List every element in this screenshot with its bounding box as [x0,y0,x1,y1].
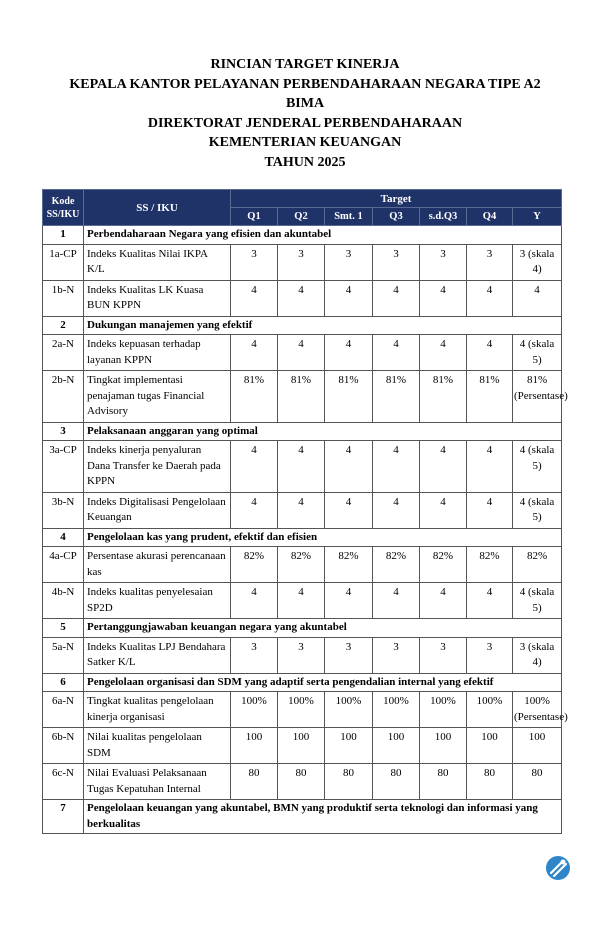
title-line: TAHUN 2025 [264,154,346,170]
target-value: 82% [513,547,562,583]
target-value: 3 (skala 4) [513,637,562,673]
target-value: 3 [467,244,513,280]
target-value: 4 (skala 5) [513,492,562,528]
title-line: KEPALA KANTOR PELAYANAN PERBENDAHARAAN NEGARA TIPE A2 [69,76,541,92]
table-row [43,637,562,673]
section-title: Perbendaharaan Negara yang efisien dan akuntabel [84,226,562,245]
target-value: 100% [278,692,325,728]
target-value: 4 [325,583,373,619]
document-title [0,55,610,173]
target-value: 81% [467,371,513,423]
section-number: 2 [43,316,84,335]
target-value: 80 [373,764,420,800]
target-value: 100 [420,728,467,764]
target-value: 4 [467,492,513,528]
section-title: Pengelolaan organisasi dan SDM yang adaptif serta pengendalian internal yang efektif [84,673,562,692]
target-value: 81% (Persentase) [513,371,562,423]
section-row [43,619,562,638]
target-value: 4 [373,492,420,528]
iku-code: 1a-CP [43,244,84,280]
header-period: Q1 [231,208,278,226]
iku-name: Indeks Kualitas LK Kuasa BUN KPPN [84,280,231,316]
target-value: 80 [467,764,513,800]
section-row [43,800,562,834]
target-value: 3 [231,244,278,280]
section-title: Pengelolaan kas yang prudent, efektif dan efisien [84,528,562,547]
target-value: 80 [231,764,278,800]
iku-name: Indeks Digitalisasi Pengelolaan Keuangan [84,492,231,528]
target-value: 4 [373,335,420,371]
target-value: 4 [325,335,373,371]
iku-name: Indeks Kualitas LPJ Bendahara Satker K/L [84,637,231,673]
target-value: 81% [325,371,373,423]
target-value: 3 [278,637,325,673]
target-value: 100% (Persentase) [513,692,562,728]
iku-name: Indeks kinerja penyaluran Dana Transfer ke Daerah pada KPPN [84,441,231,493]
target-value: 3 [231,637,278,673]
target-value: 4 [420,335,467,371]
iku-name: Nilai kualitas pengelolaan SDM [84,728,231,764]
section-number: 3 [43,422,84,441]
header-period: Q2 [278,208,325,226]
section-row [43,422,562,441]
table-row [43,441,562,493]
table-row [43,492,562,528]
target-value: 4 [467,441,513,493]
table-row [43,583,562,619]
iku-name: Tingkat kualitas pengelolaan kinerja organisasi [84,692,231,728]
section-number: 5 [43,619,84,638]
target-value: 4 [231,335,278,371]
target-value: 3 (skala 4) [513,244,562,280]
iku-code: 3b-N [43,492,84,528]
iku-name: Tingkat implementasi penajaman tugas Financial Advisory [84,371,231,423]
table-row [43,244,562,280]
section-row [43,226,562,245]
header-period: Y [513,208,562,226]
section-row [43,316,562,335]
target-value: 4 [373,583,420,619]
target-value: 100% [231,692,278,728]
target-value: 81% [420,371,467,423]
section-title: Pertanggungjawaban keuangan negara yang akuntabel [84,619,562,638]
target-value: 81% [373,371,420,423]
table-row [43,547,562,583]
kemenkeu-logo-icon [545,855,571,881]
iku-name: Indeks kualitas penyelesaian SP2D [84,583,231,619]
iku-name: Indeks kepuasan terhadap layanan KPPN [84,335,231,371]
section-row [43,528,562,547]
target-value: 4 [420,492,467,528]
section-title: Pelaksanaan anggaran yang optimal [84,422,562,441]
title-line: RINCIAN TARGET KINERJA [210,57,400,72]
header-target: Target [231,190,562,208]
target-value: 80 [325,764,373,800]
table-row [43,764,562,800]
target-value: 100 [278,728,325,764]
target-value: 4 (skala 5) [513,335,562,371]
iku-code: 6c-N [43,764,84,800]
target-value: 4 [231,441,278,493]
target-value: 4 [231,583,278,619]
target-value: 3 [325,637,373,673]
table-row [43,728,562,764]
target-value: 3 [373,244,420,280]
iku-code: 6a-N [43,692,84,728]
target-value: 100% [325,692,373,728]
iku-code: 2b-N [43,371,84,423]
target-value: 82% [278,547,325,583]
target-value: 3 [373,637,420,673]
iku-code: 6b-N [43,728,84,764]
target-value: 4 [325,492,373,528]
target-value: 80 [278,764,325,800]
section-number: 6 [43,673,84,692]
target-value: 3 [278,244,325,280]
target-value: 4 [278,280,325,316]
target-table [42,189,568,834]
header-period: s.d.Q3 [420,208,467,226]
title-line: DIREKTORAT JENDERAL PERBENDAHARAAN [147,115,463,131]
target-value: 100 [373,728,420,764]
section-number: 7 [43,800,84,834]
iku-name: Nilai Evaluasi Pelaksanaan Tugas Kepatuhan Internal [84,764,231,800]
target-value: 4 [513,280,562,316]
target-value: 82% [231,547,278,583]
target-value: 100 [467,728,513,764]
target-value: 100 [513,728,562,764]
target-value: 3 [325,244,373,280]
target-value: 4 [278,583,325,619]
header-ss-iku: SS / IKU [84,190,231,226]
table-row [43,371,562,423]
target-value: 4 (skala 5) [513,583,562,619]
target-value: 4 [231,280,278,316]
target-value: 3 [420,637,467,673]
target-value: 4 [325,280,373,316]
iku-code: 1b-N [43,280,84,316]
section-title: Dukungan manajemen yang efektif [84,316,562,335]
target-value: 100 [325,728,373,764]
target-value: 4 [467,280,513,316]
target-value: 80 [420,764,467,800]
header-period: Q4 [467,208,513,226]
target-value: 81% [278,371,325,423]
target-value: 3 [467,637,513,673]
iku-code: 3a-CP [43,441,84,493]
target-value: 100 [231,728,278,764]
iku-code: 4a-CP [43,547,84,583]
target-value: 4 (skala 5) [513,441,562,493]
target-value: 100% [467,692,513,728]
section-number: 1 [43,226,84,245]
target-value: 82% [467,547,513,583]
target-value: 82% [420,547,467,583]
target-value: 4 [278,492,325,528]
table-row [43,335,562,371]
table-row [43,692,562,728]
header-period: Smt. 1 [325,208,373,226]
target-value: 4 [420,441,467,493]
iku-code: 4b-N [43,583,84,619]
target-value: 4 [373,441,420,493]
target-value: 4 [467,583,513,619]
target-value: 4 [278,335,325,371]
target-value: 4 [231,492,278,528]
section-title: Pengelolaan keuangan yang akuntabel, BMN yang produktif serta teknologi dan informasi yang berkualitas [84,800,562,834]
target-value: 4 [278,441,325,493]
iku-code: 5a-N [43,637,84,673]
title-line: BIMA [285,96,325,112]
table-row [43,280,562,316]
target-value: 3 [420,244,467,280]
target-value: 4 [420,280,467,316]
target-value: 4 [373,280,420,316]
target-value: 4 [420,583,467,619]
target-value: 82% [325,547,373,583]
table-body [43,226,568,834]
target-value: 4 [325,441,373,493]
title-line: KEMENTERIAN KEUANGAN [208,135,402,151]
target-value: 4 [467,335,513,371]
header-kode: Kode SS/IKU [43,190,84,226]
target-value: 80 [513,764,562,800]
section-number: 4 [43,528,84,547]
section-row [43,673,562,692]
header-period: Q3 [373,208,420,226]
iku-name: Indeks Kualitas Nilai IKPA K/L [84,244,231,280]
target-value: 81% [231,371,278,423]
target-value: 82% [373,547,420,583]
iku-name: Persentase akurasi perencanaan kas [84,547,231,583]
target-value: 100% [420,692,467,728]
target-value: 100% [373,692,420,728]
iku-code: 2a-N [43,335,84,371]
